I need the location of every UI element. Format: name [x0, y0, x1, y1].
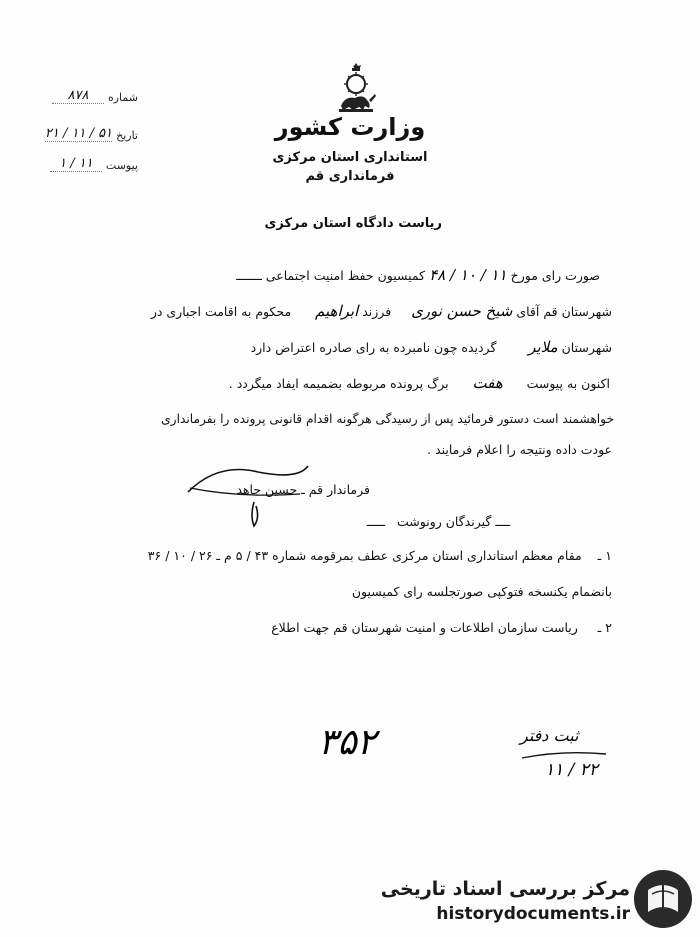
line2-handwritten-name: شیخ حسن نوری [411, 302, 513, 320]
copies-heading: ــــ گیرندگان رونوشت ـــــ [366, 514, 510, 529]
copy-item-2 [271, 620, 612, 635]
handwritten-underline [520, 748, 610, 762]
body-line-5: خواهشمند است دستور فرمائید پس از رسیدگی هرگونه اقدام قانونی پرونده را بفرمانداری [161, 412, 614, 426]
line4-text-a: اکنون به پیوست [526, 376, 610, 391]
copy-item-1-text: مقام معظم استانداری استان مرکزی عطف بمرقومه شماره ۴۳ / ۵ م ـ ۲۶ / ۱۰ / ۳۶ [147, 548, 582, 563]
copy-item-2-num: ۲ ـ [597, 620, 612, 635]
number-label: شماره [107, 91, 138, 104]
body-line-1: صورت رای مورخ ۱۱ / ۱۰ / ۴۸ کمیسیون حفظ امنیت اجتماعی ـــــــ [236, 266, 600, 284]
ministry-title: وزارت کشور [274, 113, 426, 141]
recipient-line: ریاست دادگاه استان مرکزی [264, 216, 442, 231]
copy-item-1-num: ۱ ـ [597, 548, 612, 563]
line4-handwritten-count: هفت [472, 374, 503, 392]
body-line-2 [151, 302, 612, 320]
number-field [28, 84, 138, 104]
copy-item-2-text: ریاست سازمان اطلاعات و امنیت شهرستان قم جهت اطلاع [271, 620, 578, 635]
lion-and-sun-emblem-icon [333, 62, 379, 114]
province-title: استانداری استان مرکزی [272, 150, 428, 165]
body-line-4 [229, 374, 610, 392]
handwritten-signature [180, 452, 320, 532]
line1-text-b: کمیسیون حفظ امنیت اجتماعی [265, 268, 426, 283]
copy-item-1-continued: بانضمام یکنسخه فتوکپی صورتجلسه رای کمیسیون [351, 584, 612, 599]
watermark-site: historydocuments.ir [436, 904, 630, 924]
number-value: ۸۷۸ [52, 88, 104, 104]
copies-heading-text: گیرندگان رونوشت [397, 514, 492, 529]
body-line-6: عودت داده ونتیجه را اعلام فرمایند . [427, 442, 612, 457]
attachment-field [28, 152, 138, 172]
attachment-value: ۱ / ۱۱ [50, 156, 102, 172]
line2-text-a: شهرستان قم آقای [516, 304, 612, 319]
line3-text-b: گردیده چون نامبرده به رای صادره اعتراض دارد [250, 340, 497, 355]
line2-text-b: فرزند [362, 304, 392, 319]
line2-text-c: محکوم به اقامت اجباری در [150, 304, 292, 319]
line4-text-b: برگ پرونده مربوطه بضمیمه ایفاد میگردد . [228, 376, 449, 391]
line3-handwritten-city: ملایر [528, 338, 558, 356]
date-label: تاریخ [116, 129, 138, 142]
handwritten-note-date: ۱۱ / ۲۲ [545, 760, 599, 780]
archive-logo-icon [632, 868, 694, 930]
handwritten-note: ثبت دفتر [520, 726, 579, 745]
attachment-label: پیوست [105, 159, 138, 172]
handwritten-registry-number: ۳۵۲ [318, 722, 377, 763]
date-value: ۲۱ / ۱۱ / ۵۱ [44, 126, 113, 141]
line1-text-a: صورت رای مورخ [510, 268, 600, 283]
line1-handwritten-date: ۱۱ / ۱۰ / ۴۸ [429, 266, 507, 284]
date-field [28, 122, 138, 142]
signer-title: فرماندار قم ـ حسین جاهد [236, 482, 370, 497]
line3-text-a: شهرستان [561, 340, 612, 355]
governorate-title: فرمانداری قم [305, 169, 395, 184]
line2-handwritten-father: ابراهیم [315, 302, 359, 320]
watermark-title: مرکز بررسی اسناد تاریخی [380, 878, 630, 900]
body-line-3 [251, 338, 612, 356]
copy-item-1 [148, 548, 612, 563]
